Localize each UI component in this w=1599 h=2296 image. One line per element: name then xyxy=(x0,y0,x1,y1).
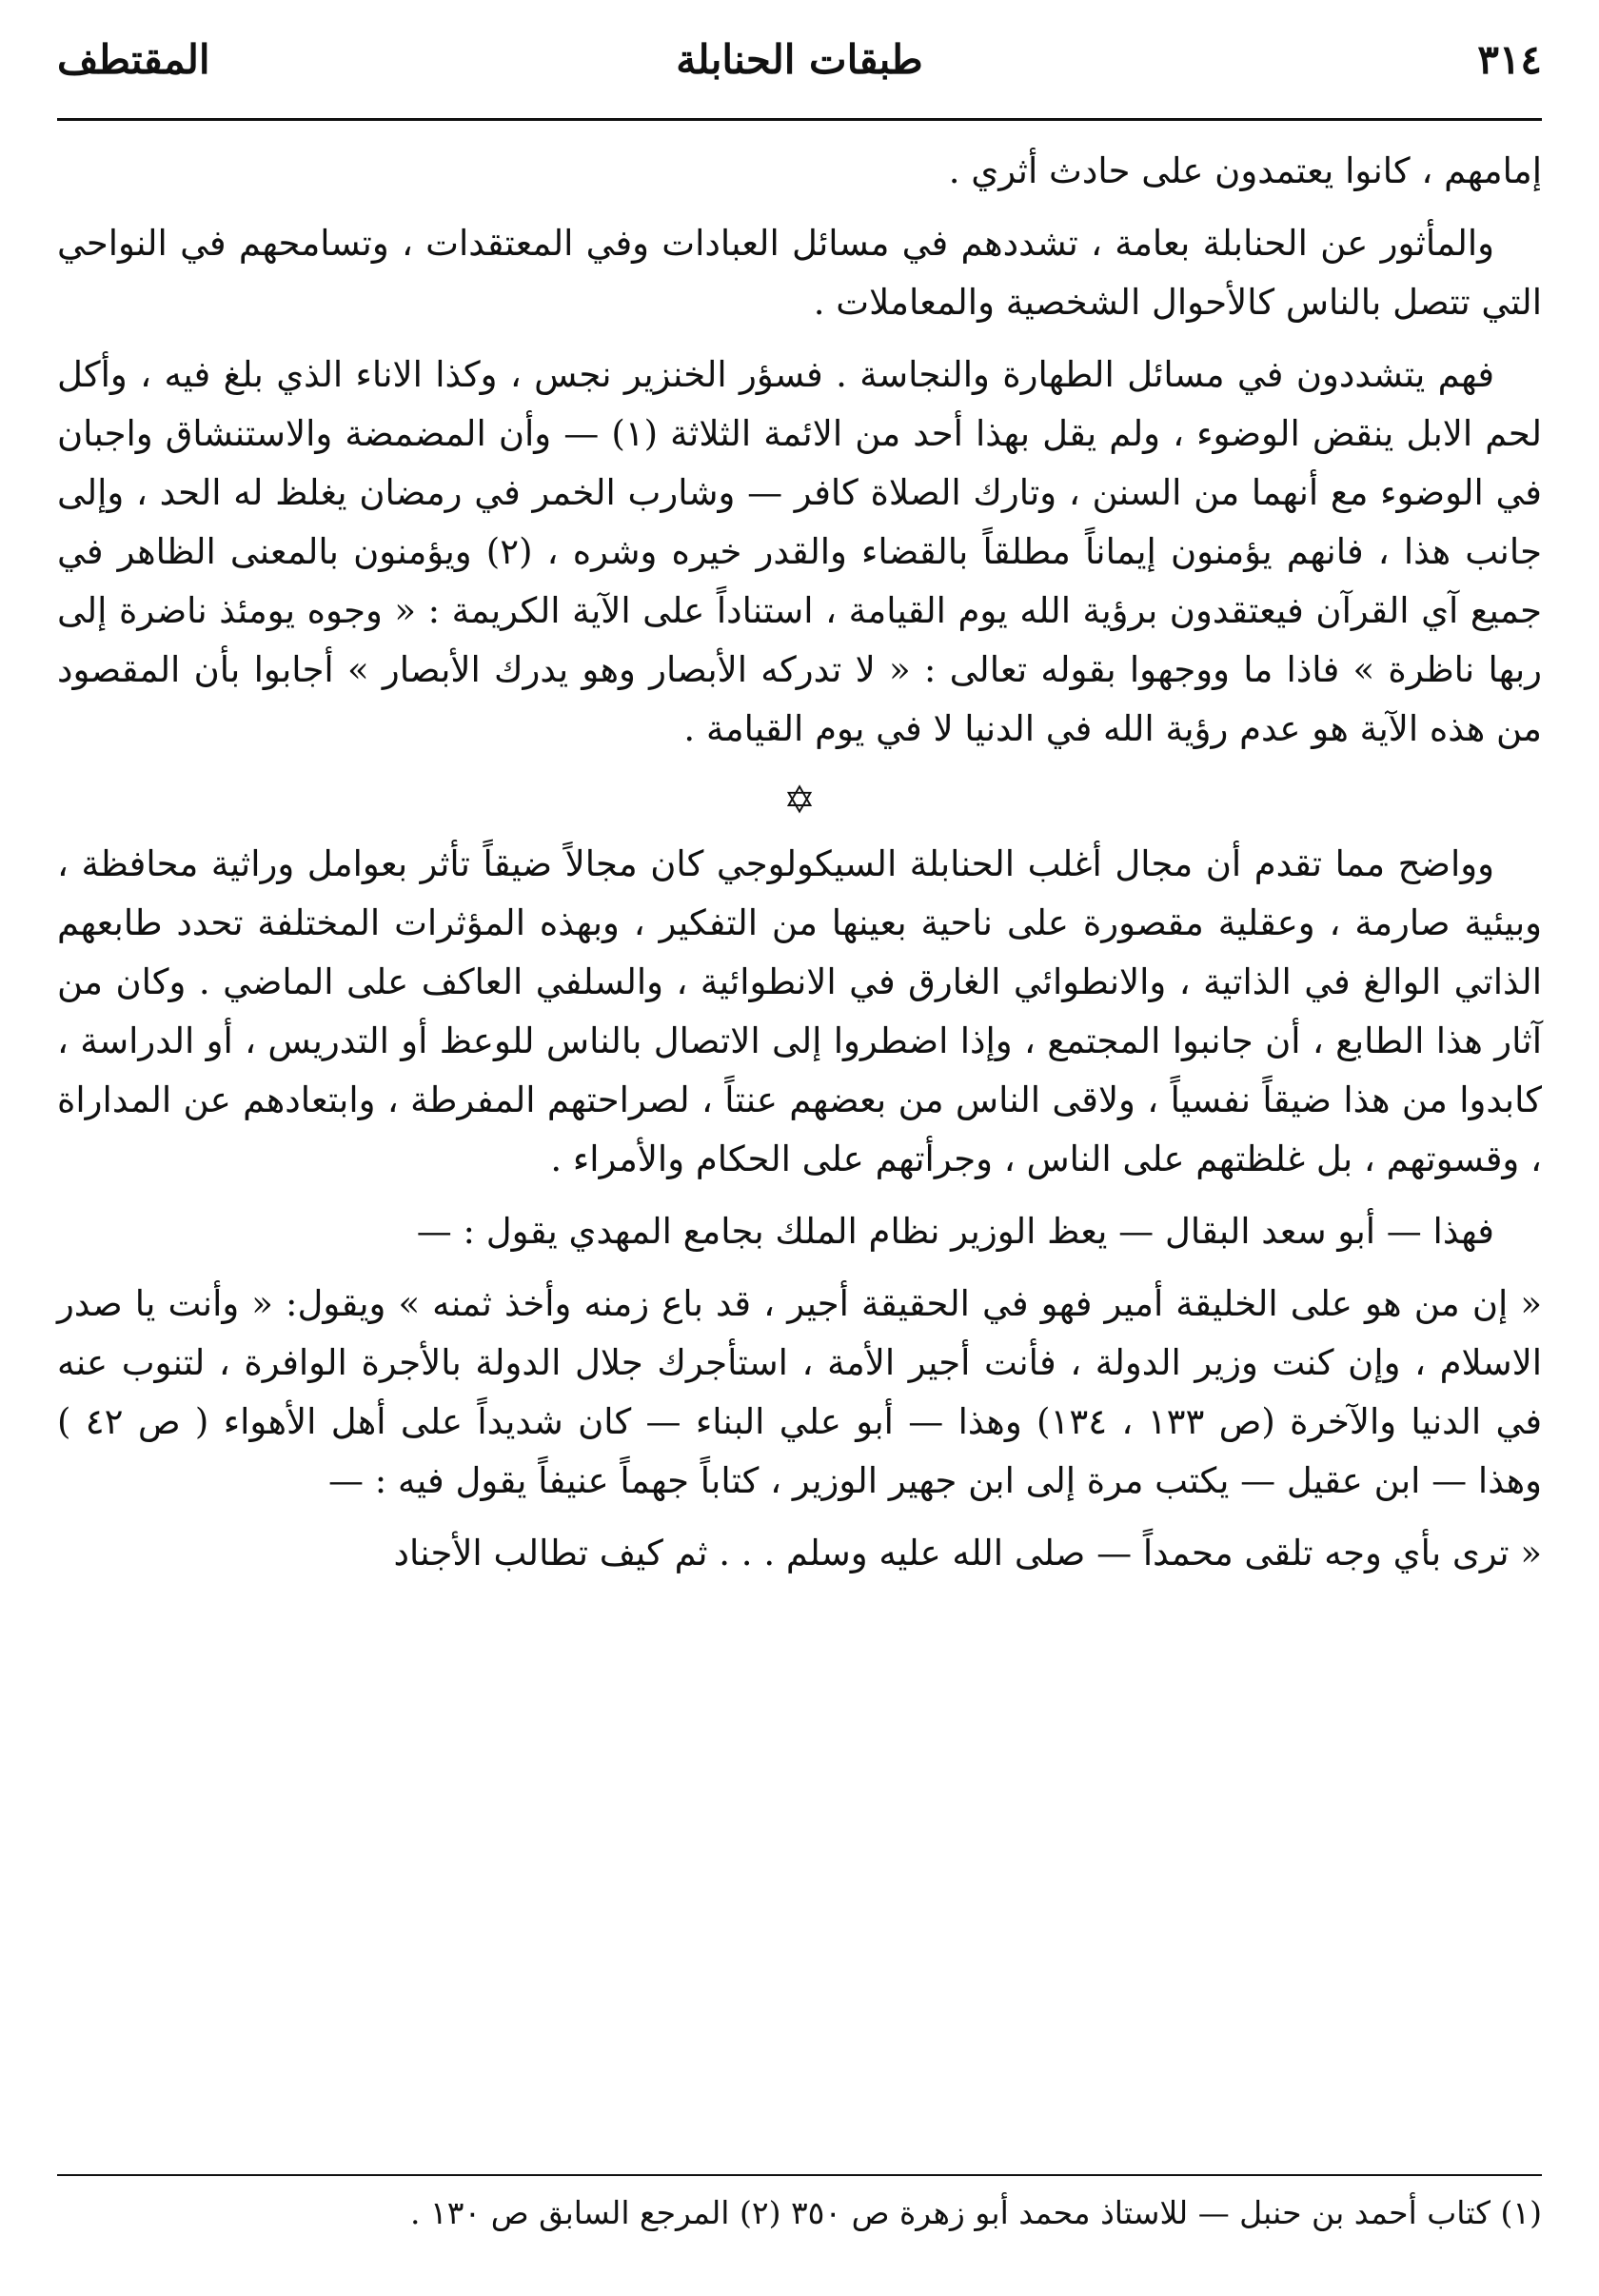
footnote-rule xyxy=(57,2174,1542,2176)
footnotes: (١) كتاب أحمد بن حنبل — للاستاذ محمد أبو زهرة ص ٣٥٠ (٢) المرجع السابق ص ١٣٠ . xyxy=(410,2194,1542,2231)
paragraph: « ترى بأي وجه تلقى محمداً — صلى الله عليه وسلم . . . ثم كيف تطالب الأجناد xyxy=(393,1533,1542,1574)
paragraph: إمامهم ، كانوا يعتمدون على حادث أثري . xyxy=(948,150,1542,191)
running-title: طبقات الحنابلة xyxy=(676,36,923,83)
page-header xyxy=(57,36,1542,93)
paragraph: والمأثور عن الحنابلة بعامة ، تشددهم في مسائل العبادات وفي المعتقدات ، وتسامحهم في النواحي التي تتصل بالناس كالأحوال الشخصية والمعاملات . xyxy=(57,223,1542,323)
section-label: المقتطف xyxy=(57,36,210,83)
paragraph: « إن من هو على الخليقة أمير فهو في الحقيقة أجير ، قد باع زمنه وأخذ ثمنه » ويقول: « وأنت يا صدر الاسلام ، وإن كنت وزير الدولة ، فأنت أجير الأمة ، استأجرك جلال الدولة بالأجرة الوافرة ، لتنوب عنه في الدنيا والآخرة (ص ١٣٣ ، ١٣٤) وهذا — أبو علي البناء — كان شديداً على أهل الأهواء ( ص ٤٢ ) وهذا — ابن عقيل — يكتب مرة إلى ابن جهير الوزير ، كتاباً جهماً عنيفاً يقول فيه : — xyxy=(57,1283,1543,1501)
header-rule xyxy=(57,118,1542,121)
paragraph: فهم يتشددون في مسائل الطهارة والنجاسة . فسؤر الخنزير نجس ، وكذا الاناء الذي بلغ فيه ، وأكل لحم الابل ينقض الوضوء ، ولم يقل بهذا أحد من الائمة الثلاثة (١) — وأن المضمضة والاستنشاق واجبان في الوضوء مع أنهما من السنن ، وتارك الصلاة كافر — وشارب الخمر في رمضان يغلظ له الحد ، وإلى جانب هذا ، فانهم يؤمنون إيماناً مطلقاً بالقضاء والقدر خيره وشره ، (٢) ويؤمنون بالمعنى الظاهر في جميع آي القرآن فيعتقدون برؤية الله يوم القيامة ، استناداً على الآية الكريمة : « وجوه يومئذ ناضرة إلى ربها ناظرة » فاذا ما ووجهوا بقوله تعالى : « لا تدركه الأبصار وهو يدرك الأبصار » أجابوا بأن المقصود من هذه الآية هو عدم رؤية الله في الدنيا لا في يوم القيامة . xyxy=(57,354,1542,749)
star-divider-icon: ✡ xyxy=(783,779,816,822)
paragraph: فهذا — أبو سعد البقال — يعظ الوزير نظام الملك بجامع المهدي يقول : — xyxy=(416,1211,1494,1252)
paragraph: وواضح مما تقدم أن مجال أغلب الحنابلة السيكولوجي كان مجالاً ضيقاً تأثر بعوامل وراثية محافظة ، وبيئية صارمة ، وعقلية مقصورة على ناحية بعينها من التفكير ، وبهذه المؤثرات المختلفة تحدد طابعهم الذاتي الوالغ في الذاتية ، والانطوائي الغارق في الانطوائية ، والسلفي العاكف على الماضي . وكان من آثار هذا الطابع ، أن جانبوا المجتمع ، وإذا اضطروا إلى الاتصال بالناس للوعظ أو التدريس ، أو الدراسة ، كابدوا من هذا ضيقاً نفسياً ، ولاقى الناس من بعضهم عنتاً ، لصراحتهم المفرطة ، وابتعادهم عن المداراة ، وقسوتهم ، بل غلظتهم على الناس ، وجرأتهم على الحكام والأمراء . xyxy=(57,843,1542,1179)
body-text xyxy=(57,142,1542,1583)
book-page xyxy=(57,36,1542,2264)
page-number: ٣١٤ xyxy=(1477,36,1542,83)
